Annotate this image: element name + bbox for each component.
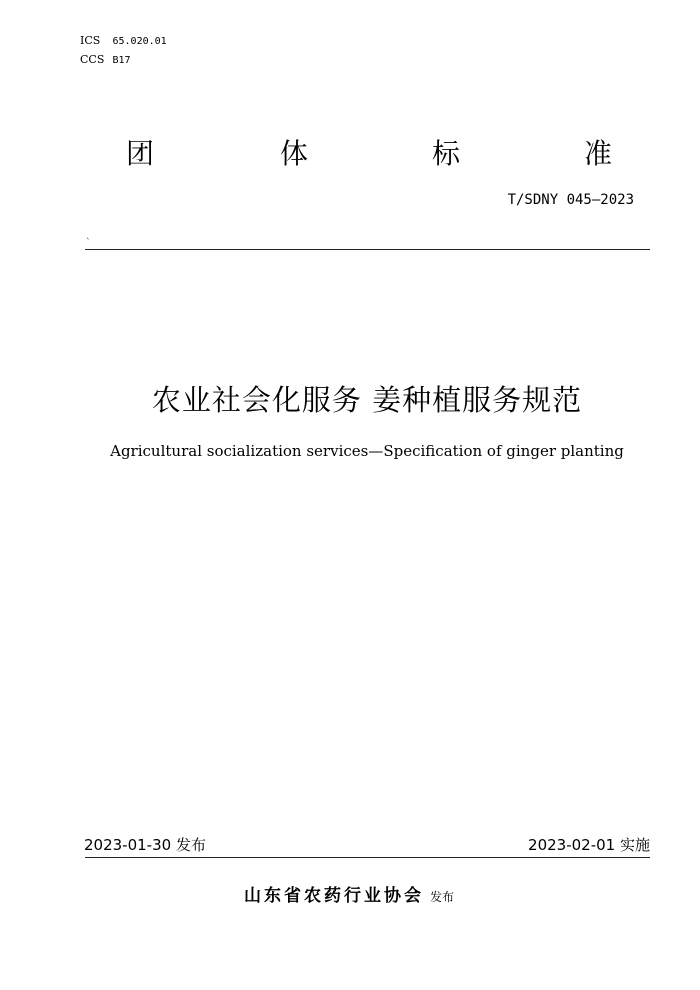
title-chinese: 农业社会化服务 姜种植服务规范 (151, 383, 583, 417)
ics-label: ICS (80, 34, 101, 47)
ccs-value: B17 (112, 55, 131, 66)
standard-type-char: 准 (584, 137, 613, 170)
ccs-row (80, 53, 131, 68)
issuer-suffix: 发布 (430, 890, 455, 904)
implement-date: 2023-02-01 实施 (528, 836, 650, 854)
issuer-name: 山东省农药行业协会 (244, 886, 424, 906)
ccs-label: CCS (80, 53, 105, 66)
ics-row (80, 34, 167, 49)
standard-type-char: 标 (432, 137, 461, 170)
publish-date: 2023-01-30 发布 (84, 836, 206, 854)
bottom-divider (85, 857, 650, 858)
issuer (244, 884, 454, 909)
standard-type-char: 体 (280, 137, 309, 170)
standard-type-char: 团 (126, 137, 155, 170)
title-english: Agricultural socialization services—Specification of ginger planting (110, 442, 624, 460)
tick-mark: ` (86, 238, 91, 248)
top-divider (85, 249, 650, 250)
ics-value: 65.020.01 (112, 36, 167, 47)
standard-code: T/SDNY 045—2023 (507, 192, 634, 208)
